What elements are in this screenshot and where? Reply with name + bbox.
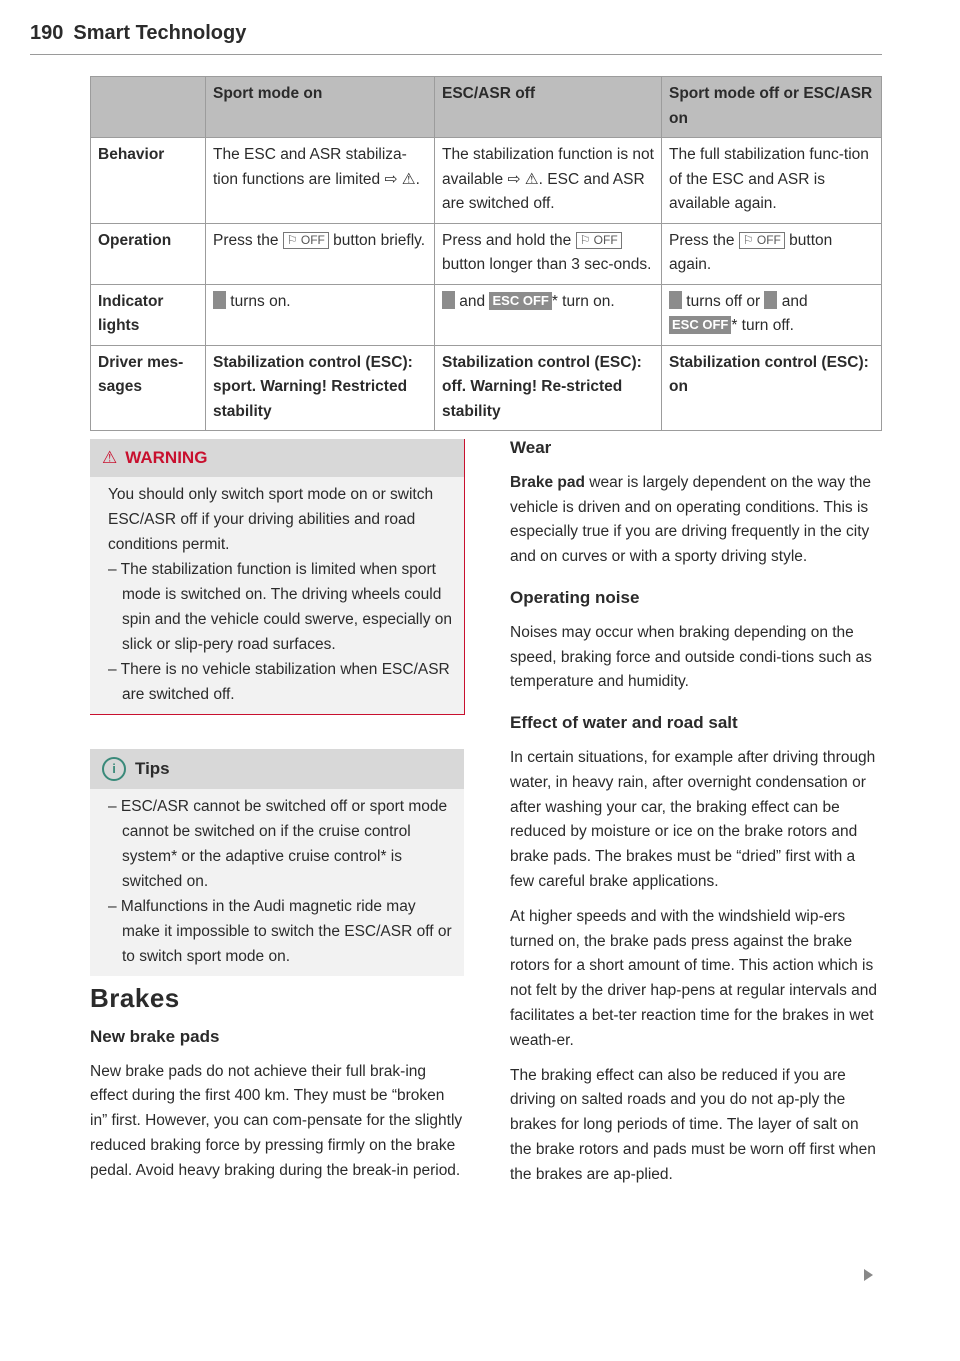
esc-off-button-symbol: ⚐ OFF (576, 232, 622, 249)
cell-text: Press the (669, 231, 739, 249)
cell-text: Press the (213, 231, 283, 249)
list-item: – ESC/ASR cannot be switched off or sport mode cannot be switched on if the cruise control system* or the adaptive cruise control* is switched on. (108, 798, 448, 890)
salted-roads-text: The braking effect can also be reduced if you are driving on salted roads and you do not ap-ply the brakes for long periods of time. The layer of salt on the brake rotors and pads must be worn off first when the brakes are ap-plied. (510, 1066, 876, 1183)
water-salt-heading: Effect of water and road salt (510, 713, 738, 733)
warning-body (90, 477, 464, 714)
table-cell (206, 284, 435, 345)
page-number: 190 (30, 22, 64, 44)
brake-pad-lead: Brake pad (510, 473, 585, 491)
wear-section (510, 436, 882, 1198)
table-cell (662, 284, 882, 345)
wear-text: wear is largely dependent on the way the vehicle is driven and on operating conditions. This is especially true if you are driving frequently in the city and on curves or with a sporty driving style. (510, 473, 872, 566)
table-cell: The full stabilization func-tion of the ESC and ASR is available again. (662, 138, 882, 224)
esc-off-indicator-icon: ESC OFF (669, 316, 731, 334)
cell-text: turns on. (226, 292, 291, 310)
warning-title: WARNING (125, 448, 208, 467)
table-row (91, 223, 882, 284)
brakes-section (90, 983, 464, 1194)
brakes-heading: Brakes (90, 983, 180, 1013)
table-cell (435, 284, 662, 345)
esc-off-button-symbol: ⚐ OFF (739, 232, 785, 249)
water-salt-text: In certain situations, for example after driving through water, in heavy rain, after overnight condensation or after washing your car, the braking effect can be reduced by moisture or ice on the brake rotors and brake pads. The brakes must be “dried” first with a few careful brake applications. (510, 748, 876, 890)
esc-indicator-icon (764, 291, 777, 309)
section-title: Smart Technology (73, 22, 247, 44)
cell-text: and (455, 292, 490, 310)
continue-arrow-icon (864, 1269, 873, 1281)
cell-text: and (777, 292, 808, 310)
cell-text: * turn on. (551, 292, 615, 310)
table-cell: Stabilization control (ESC): on (662, 345, 882, 431)
new-brake-pads-text: New brake pads do not achieve their full brak-ing effect during the first 400 km. They must be “broken in” first. However, you can com-pensate for the slightly reduced braking force by pressing firmly on the brake pedal. Avoid heavy braking during the break-in period. (90, 1062, 463, 1179)
row-header: Indicator lights (91, 284, 206, 345)
cell-text: Press and hold the (442, 231, 576, 249)
list-item: – There is no vehicle stabilization when ESC/ASR are switched off. (108, 661, 450, 703)
info-icon: i (102, 757, 126, 781)
new-brake-pads-heading: New brake pads (90, 1026, 220, 1046)
cell-text: button briefly. (328, 231, 426, 249)
wear-heading: Wear (510, 438, 552, 457)
table-cell (206, 223, 435, 284)
esc-indicator-icon (442, 291, 455, 309)
column-header: ESC/ASR off (435, 77, 662, 138)
warning-triangle-icon: ⚠ (102, 448, 118, 467)
column-header: Sport mode on (206, 77, 435, 138)
esc-indicator-icon (213, 291, 226, 309)
header-divider (30, 54, 882, 55)
tips-box (90, 749, 464, 976)
row-header: Operation (91, 223, 206, 284)
table-row (91, 138, 882, 224)
table-cell (662, 223, 882, 284)
esc-indicator-icon (669, 291, 682, 309)
table-cell: The stabilization function is not available ⇨ ⚠. ESC and ASR are switched off. (435, 138, 662, 224)
table-cell: The ESC and ASR stabiliza-tion functions are limited ⇨ ⚠. (206, 138, 435, 224)
cell-text: button again. (669, 231, 833, 273)
column-header: Sport mode off or ESC/ASR on (662, 77, 882, 138)
table-cell: Stabilization control (ESC): off. Warning! Re-stricted stability (435, 345, 662, 431)
page-header (30, 22, 246, 45)
cell-text: turns off or (682, 292, 765, 310)
list-item: – The stabilization function is limited when sport mode is switched on. The driving wheels could spin and the vehicle could swerve, especially on slick or slip-pery road surfaces. (108, 561, 452, 653)
table-cell (435, 223, 662, 284)
wear-paragraph (510, 471, 882, 570)
tips-body (90, 789, 464, 976)
table-header-row (91, 77, 882, 138)
tips-title: Tips (135, 759, 170, 778)
esc-off-button-symbol: ⚐ OFF (283, 232, 329, 249)
operating-noise-text: Noises may occur when braking depending on the speed, braking force and outside condi-tions such as temperature and humidity. (510, 623, 872, 691)
warning-box (90, 439, 465, 715)
table-row (91, 345, 882, 431)
mode-comparison-table (90, 76, 882, 431)
row-header: Driver mes-sages (91, 345, 206, 431)
header-blank-cell (91, 77, 206, 138)
cell-text: button longer than 3 sec-onds. (442, 256, 652, 273)
warning-intro: You should only switch sport mode on or switch ESC/ASR off if your driving abilities and road conditions permit. (108, 486, 434, 553)
windshield-wipers-text: At higher speeds and with the windshield wip-ers turned on, the brake pads press against the brake rotors for a short amount of time. This action which is not felt by the driver hap-pens at regular intervals and facilitates a bet-ter reaction time for the brakes in wet weath-er. (510, 907, 878, 1049)
list-item: – Malfunctions in the Audi magnetic ride may make it impossible to switch the ESC/ASR off or to switch sport mode on. (108, 898, 452, 965)
tips-header (90, 749, 464, 789)
table-row (91, 284, 882, 345)
cell-text: * turn off. (731, 317, 794, 334)
esc-off-indicator-icon: ESC OFF (489, 292, 551, 310)
operating-noise-heading: Operating noise (510, 587, 640, 607)
row-header: Behavior (91, 138, 206, 224)
warning-header (90, 439, 464, 477)
table-cell: Stabilization control (ESC): sport. Warning! Restricted stability (206, 345, 435, 431)
